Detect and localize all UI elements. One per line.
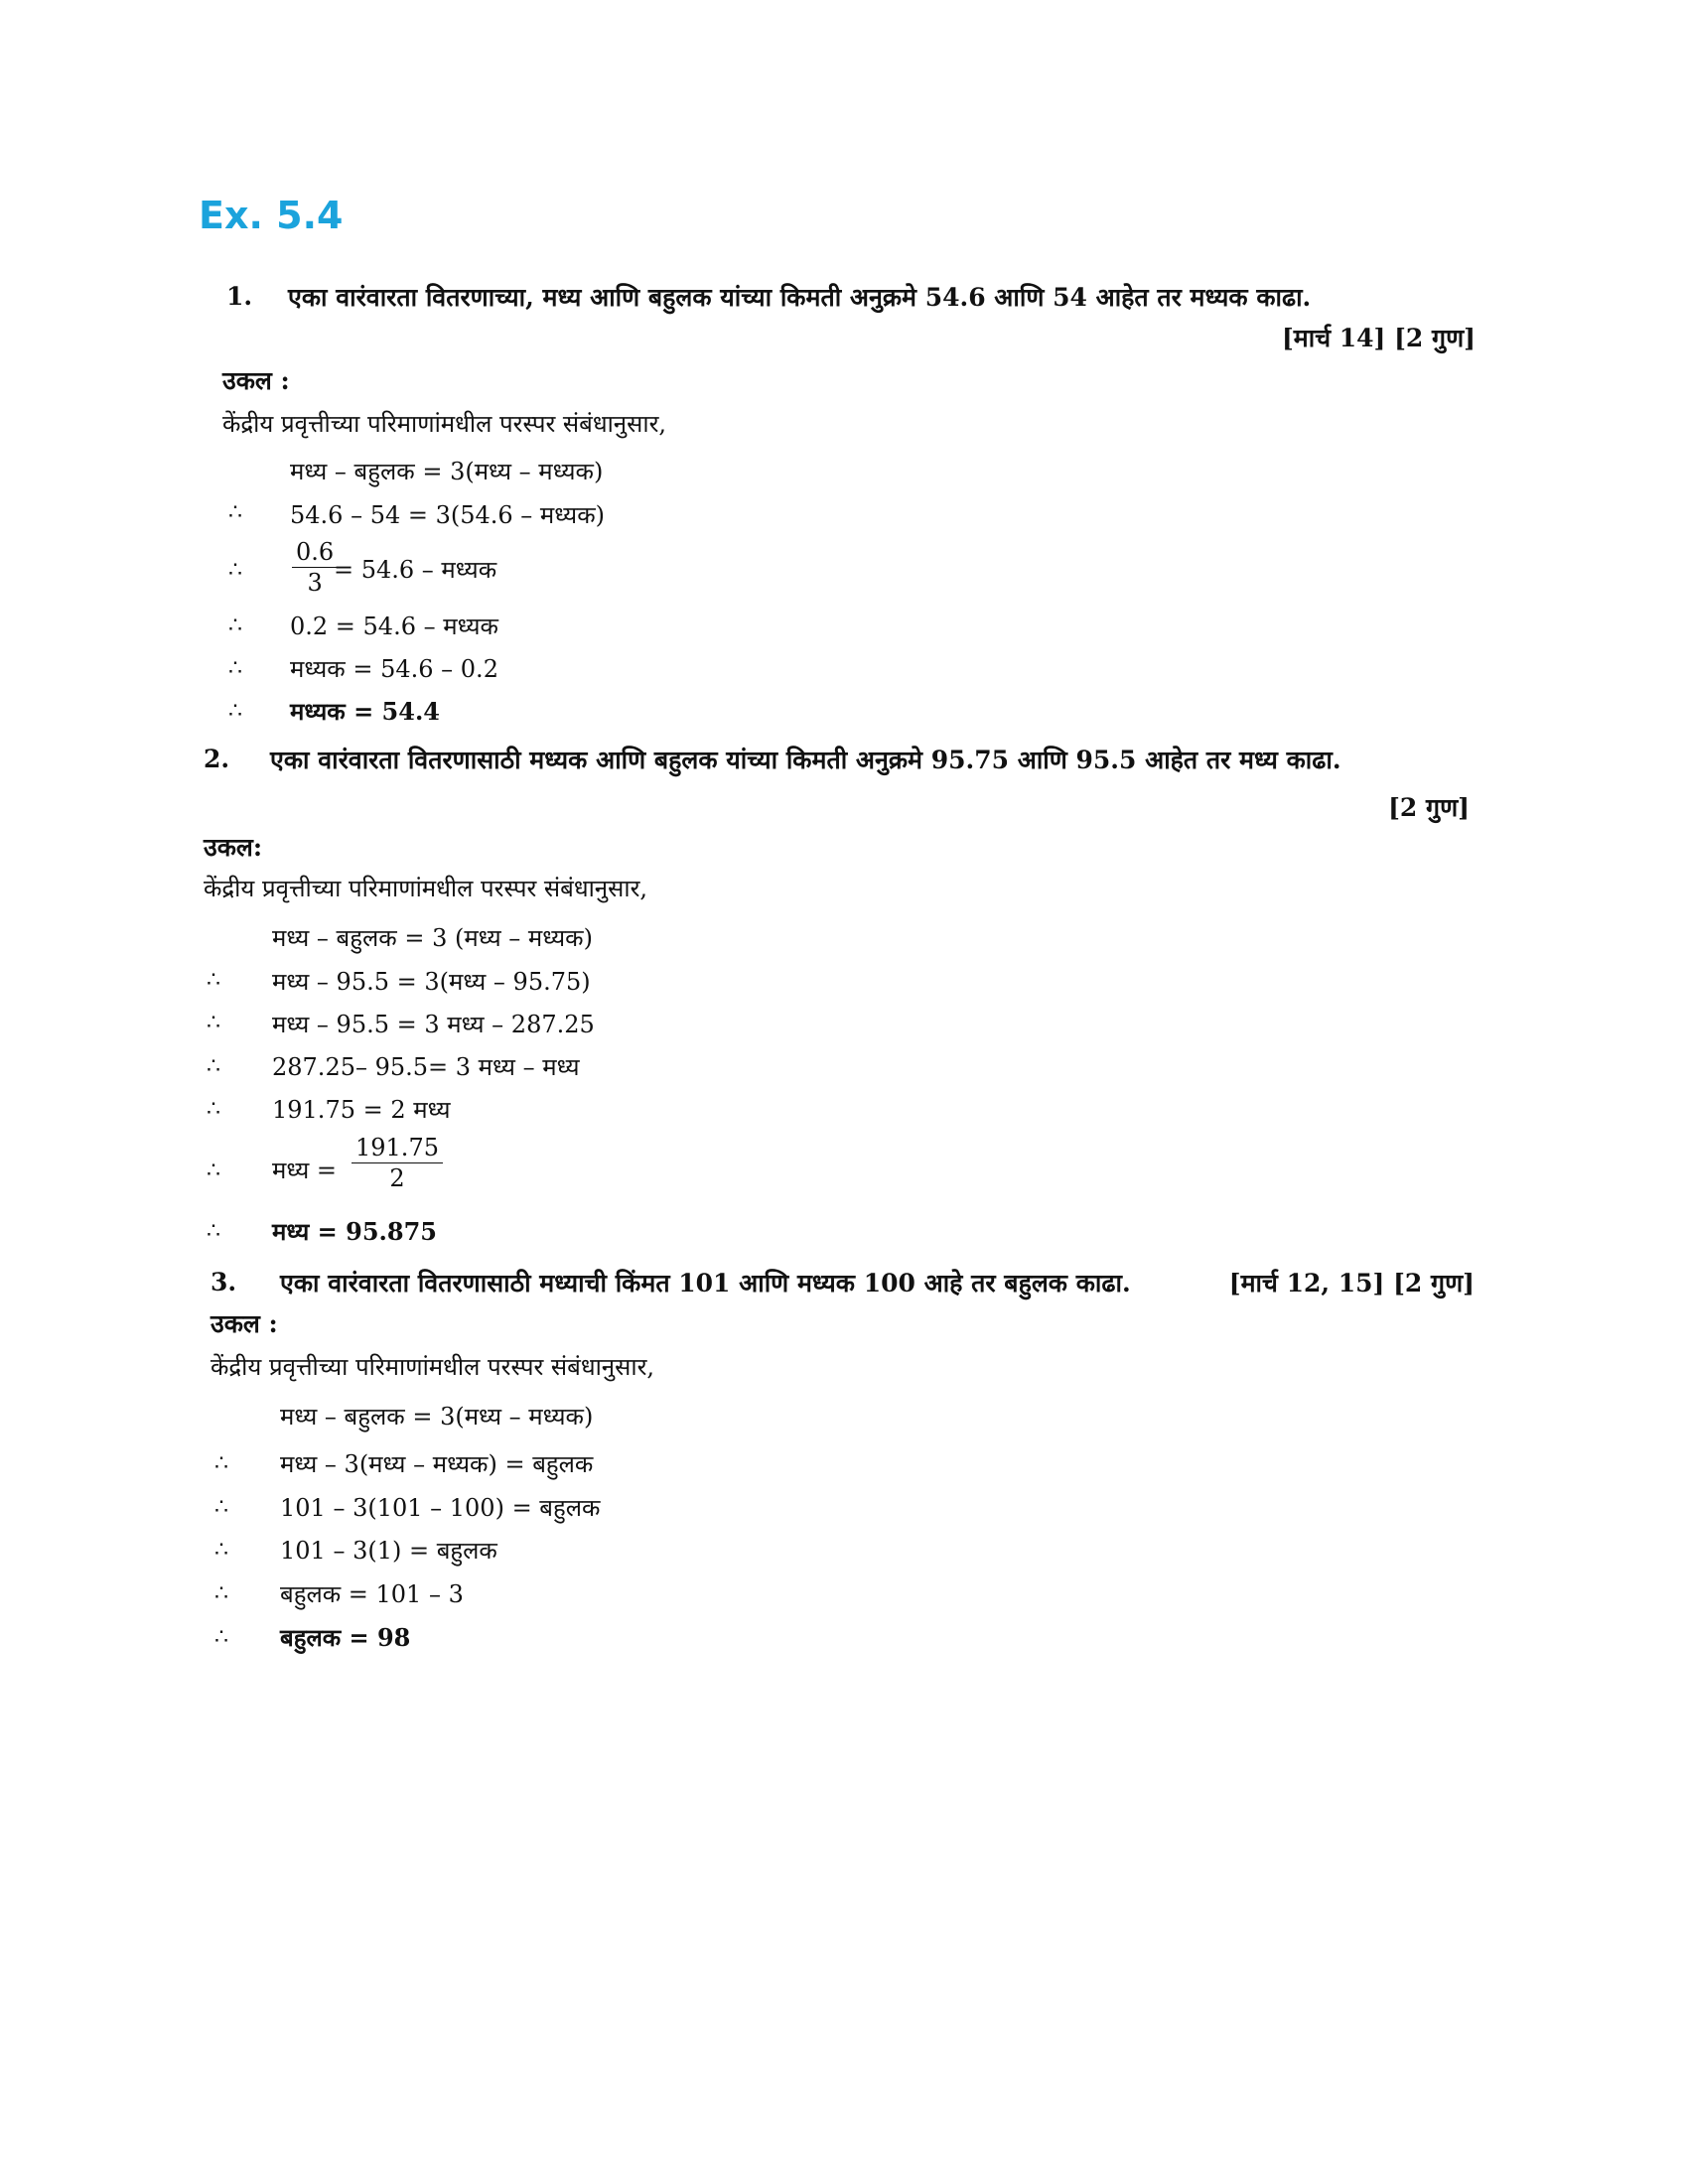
solution-step: मध्य – 3(मध्य – मध्यक) = बहुलक bbox=[280, 1450, 594, 1478]
therefore-symbol: ∴ bbox=[214, 1538, 228, 1563]
solution-step: मध्य – बहुलक = 3(मध्य – मध्यक) bbox=[290, 458, 604, 485]
solution-answer: मध्य = 95.875 bbox=[272, 1217, 437, 1246]
solution-step: 54.6 – 54 = 3(54.6 – मध्यक) bbox=[290, 501, 606, 529]
therefore-symbol: ∴ bbox=[207, 968, 220, 993]
therefore-symbol: ∴ bbox=[207, 1159, 220, 1183]
therefore-symbol: ∴ bbox=[228, 699, 242, 724]
solution-label: उकल : bbox=[211, 1309, 278, 1338]
therefore-symbol: ∴ bbox=[228, 614, 242, 638]
solution-step: मध्य – 95.5 = 3 मध्य – 287.25 bbox=[272, 1011, 595, 1038]
question-text: एका वारंवारता वितरणाच्या, मध्य आणि बहुलक यांच्या किमती अनुक्रमे 54.6 आणि 54 आहेत तर मध्यक काढा. bbox=[288, 283, 1312, 312]
solution-step: 287.25– 95.5= 3 मध्य – मध्य bbox=[272, 1053, 580, 1081]
therefore-symbol: ∴ bbox=[214, 1581, 228, 1606]
exercise-heading: Ex. 5.4 bbox=[199, 194, 344, 237]
solution-step: मध्य – बहुलक = 3 (मध्य – मध्यक) bbox=[272, 924, 593, 952]
solution-label: उकल: bbox=[204, 833, 263, 862]
therefore-symbol: ∴ bbox=[228, 500, 242, 525]
solution-step: 0.2 = 54.6 – मध्यक bbox=[290, 613, 498, 640]
solution-step: बहुलक = 101 – 3 bbox=[280, 1580, 464, 1608]
therefore-symbol: ∴ bbox=[207, 1219, 220, 1244]
therefore-symbol: ∴ bbox=[214, 1495, 228, 1520]
question-text: एका वारंवारता वितरणासाठी मध्याची किंमत 101 आणि मध्यक 100 आहे तर बहुलक काढा. bbox=[280, 1269, 1131, 1297]
therefore-symbol: ∴ bbox=[207, 1011, 220, 1035]
therefore-symbol: ∴ bbox=[228, 558, 242, 583]
solution-step: 101 – 3(1) = बहुलक bbox=[280, 1537, 497, 1565]
solution-answer: बहुलक = 98 bbox=[280, 1623, 411, 1652]
therefore-symbol: ∴ bbox=[214, 1451, 228, 1476]
therefore-symbol: ∴ bbox=[228, 656, 242, 681]
solution-step: मध्य – 95.5 = 3(मध्य – 95.75) bbox=[272, 968, 591, 996]
fraction-numerator: 191.75 bbox=[352, 1133, 443, 1163]
fraction bbox=[352, 1133, 443, 1193]
solution-step: मध्यक = 54.6 – 0.2 bbox=[290, 655, 498, 683]
solution-answer: मध्यक = 54.4 bbox=[290, 697, 441, 726]
fraction-numerator: 0.6 bbox=[292, 537, 338, 568]
solution-step: मध्य – बहुलक = 3(मध्य – मध्यक) bbox=[280, 1403, 594, 1431]
therefore-symbol: ∴ bbox=[214, 1625, 228, 1650]
question-text: एका वारंवारता वितरणासाठी मध्यक आणि बहुलक यांच्या किमती अनुक्रमे 95.75 आणि 95.5 आहेत तर मध्य काढा. bbox=[270, 746, 1341, 774]
solution-step: मध्य = bbox=[272, 1157, 338, 1184]
solution-intro: केंद्रीय प्रवृत्तीच्या परिमाणांमधील परस्पर संबंधानुसार, bbox=[204, 875, 648, 902]
solution-intro: केंद्रीय प्रवृत्तीच्या परिमाणांमधील परस्पर संबंधानुसार, bbox=[211, 1353, 655, 1381]
question-number: 3. bbox=[211, 1268, 237, 1297]
marks-tag: [मार्च 14] [2 गुण] bbox=[1281, 324, 1476, 352]
question-number: 2. bbox=[204, 745, 230, 773]
therefore-symbol: ∴ bbox=[207, 1054, 220, 1079]
therefore-symbol: ∴ bbox=[207, 1097, 220, 1122]
fraction bbox=[292, 537, 338, 598]
marks-tag: [2 गुण] bbox=[1388, 793, 1470, 822]
marks-tag: [मार्च 12, 15] [2 गुण] bbox=[1228, 1269, 1475, 1297]
fraction-denominator: 2 bbox=[389, 1164, 405, 1192]
solution-step: 101 – 3(101 – 100) = बहुलक bbox=[280, 1494, 601, 1522]
solution-label: उकल : bbox=[222, 366, 290, 395]
solution-step: 191.75 = 2 मध्य bbox=[272, 1096, 451, 1124]
question-number: 1. bbox=[226, 282, 253, 311]
solution-intro: केंद्रीय प्रवृत्तीच्या परिमाणांमधील परस्पर संबंधानुसार, bbox=[222, 410, 667, 438]
solution-step: = 54.6 – मध्यक bbox=[334, 556, 497, 584]
fraction-denominator: 3 bbox=[307, 569, 323, 597]
